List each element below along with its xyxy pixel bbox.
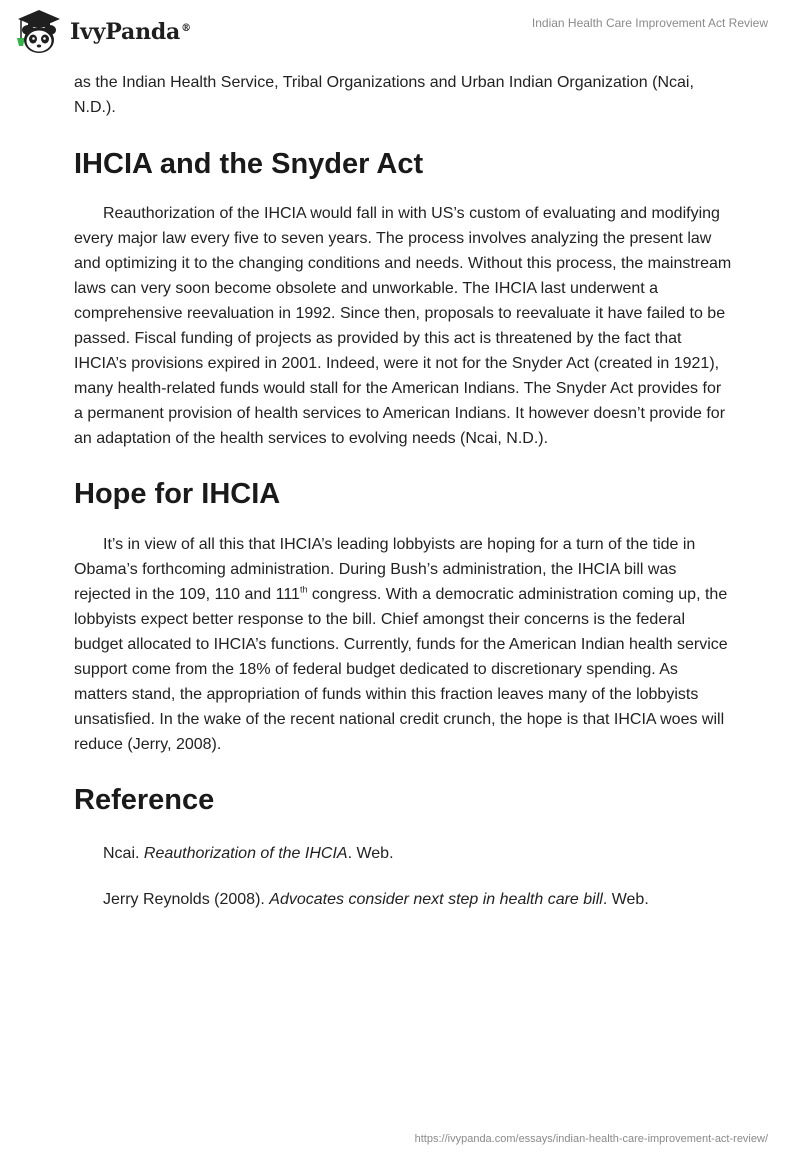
reference-title: Advocates consider next step in health care bill	[269, 891, 603, 908]
section-heading-hope: Hope for IHCIA	[74, 478, 281, 510]
reference-suffix: . Web.	[602, 891, 649, 908]
intro-paragraph: as the Indian Health Service, Tribal Organizations and Urban Indian Organization (Ncai, N.D.).	[74, 74, 694, 116]
reference-author: Ncai.	[103, 845, 144, 862]
reference-heading: Reference	[74, 784, 215, 816]
logo[interactable]	[14, 8, 191, 56]
reference-item	[103, 887, 734, 912]
section-heading-snyder-act: IHCIA and the Snyder Act	[74, 148, 424, 180]
registered-mark: ®	[181, 22, 191, 34]
page-header	[0, 0, 800, 64]
reference-suffix: . Web.	[347, 845, 394, 862]
hope-text-part-1: It’s in view of all this that IHCIA’s leading lobbyists are hoping for a turn of the tide in Obama’s forthcoming administration. During Bush’s administration, the IHCIA bill was rejected in the 109, 110 and 111	[74, 536, 696, 603]
section-paragraph-snyder-act: Reauthorization of the IHCIA would fall in with US’s custom of evaluating and modifying every major law every five to seven years. The process involves analyzing the present law and optimizing it to the changing conditions and needs. Without this process, the mainstream laws can very soon become obsolete and unworkable. The IHCIA last underwent a comprehensive reevaluation in 1992. Since then, proposals to reevaluate it have failed to be passed. Fiscal funding of projects as provided by this act is threatened by the fact that IHCIA’s provisions expired in 2001. Indeed, were it not for the Snyder Act (created in 1921), many health-related funds would stall for the American Indians. The Snyder Act provides for a permanent provision of health services to American Indians. It however doesn’t provide for an adaptation of the health services to evolving needs (Ncai, N.D.).	[74, 205, 732, 447]
brand-name: IvyPanda®	[70, 19, 191, 45]
footer-url-link[interactable]: https://ivypanda.com/essays/indian-health-care-improvement-act-review/	[414, 1133, 768, 1145]
essay-content	[74, 70, 734, 912]
hope-text-part-2: congress. With a democratic administration coming up, the lobbyists expect better response to the bill. Chief amongst their concerns is the federal budget allocated to IHCIA’s functions. Currently, funds for the American Indian health service support come from the 18% of federal budget dedicated to discretionary spending. As matters stand, the appropriation of funds within this fraction leaves many of the lobbyists unsatisfied. In the wake of the recent national credit crunch, the hope is that IHCIA woes will reduce (Jerry, 2008).	[74, 586, 728, 753]
reference-title: Reauthorization of the IHCIA	[143, 845, 348, 862]
reference-item	[103, 841, 734, 866]
reference-author: Jerry Reynolds (2008).	[103, 891, 270, 908]
ordinal-suffix: th	[299, 584, 308, 595]
document-title: Indian Health Care Improvement Act Review	[531, 16, 768, 30]
section-paragraph-hope	[74, 532, 734, 757]
panda-logo-icon	[14, 8, 64, 56]
